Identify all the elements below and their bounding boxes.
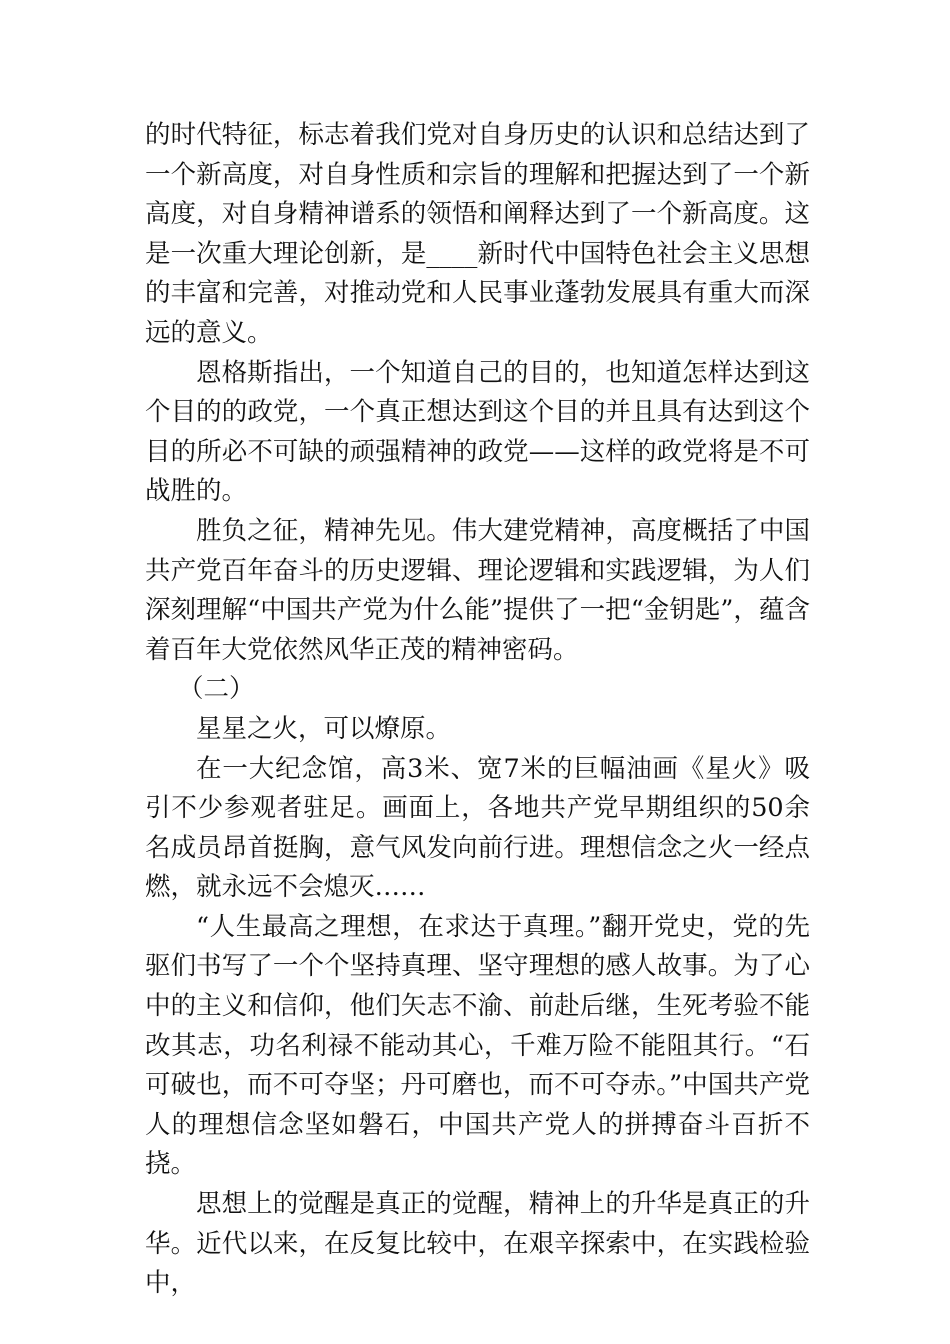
paragraph-spirit-first: 胜负之征，精神先见。伟大建党精神，高度概括了中国共产党百年奋斗的历史逻辑、理论逻辑和实践逻辑，为人们深刻理解“中国共产党为什么能”提供了一把“金钥匙”，蕴含着百年大党依然风华正茂的精神密码。 [145,515,810,665]
section-heading: （二） [178,674,255,705]
paragraph-ideals: “人生最高之理想，在求达于真理。”翻开党史，党的先驱们书写了一个个坚持真理、坚守理想的感人故事。为了心中的主义和信仰，他们矢志不渝、前赴后继，生死考验不能改其志，功名利禄不能动其心，千难万险不能阻其行。“石可破也，而不可夺坚；丹可磨也，而不可夺赤。”中国共产党人的理想信念坚如磐石，中国共产党人的拼搏奋斗百折不挠。 [145,911,810,1180]
paragraph-continuation: 的时代特征，标志着我们党对自身历史的认识和总结达到了一个新高度，对自身性质和宗旨的理解和把握达到了一个新高度，对自身精神谱系的领悟和阐释达到了一个新高度。这是一次重大理论创新，是____新时代中国特色社会主义思想的丰富和完善，对推动党和人民事业蓬勃发展具有重大而深远的意义。 [145,120,810,348]
paragraph-engels-quote: 恩格斯指出，一个知道自己的目的，也知道怎样达到这个目的的政党，一个真正想达到这个目的并且具有达到这个目的所必不可缺的顽强精神的政党——这样的政党将是不可战胜的。 [145,357,810,507]
document-body [145,116,810,1304]
paragraph-memorial-painting: 在一大纪念馆，高3米、宽7米的巨幅油画《星火》吸引不少参观者驻足。画面上，各地共产党早期组织的50余名成员昂首挺胸，意气风发向前行进。理想信念之火一经点燃，就永远不会熄灭…… [145,753,810,903]
paragraph-awakening: 思想上的觉醒是真正的觉醒，精神上的升华是真正的升华。近代以来，在反复比较中，在艰辛探索中，在实践检验中， [145,1189,810,1299]
paragraph-spark: 星星之火，可以燎原。 [196,713,452,744]
